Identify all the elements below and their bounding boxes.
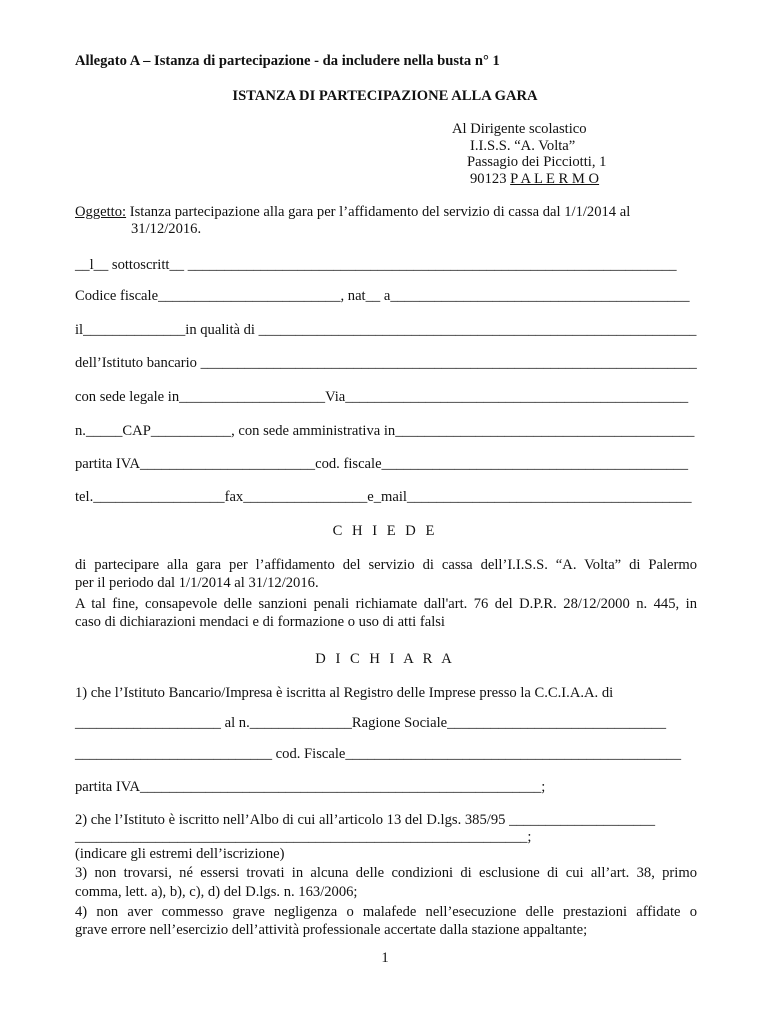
oggetto-line-1	[75, 204, 630, 221]
field-sottoscritto[interactable]: __l__ sottoscritt__ ___________________________________________________________________	[75, 257, 677, 273]
dichiara-item-3-line-1: 3) non trovarsi, né essersi trovati in alcuna delle condizioni di esclusione di cui all’art. 38, primo	[75, 865, 697, 881]
recipient-line-4	[470, 171, 599, 188]
oggetto-label: Oggetto:	[75, 204, 127, 220]
chiede-heading: C H I E D E	[332, 523, 438, 539]
field-cap-sede-amministrativa[interactable]: n._____CAP___________, con sede amministrativa in_________________________________________	[75, 423, 695, 439]
field-istituto-bancario[interactable]: dell’Istituto bancario ____________________________________________________________________	[75, 355, 697, 371]
dichiara-item-4-line-2: grave errore nell’esercizio dell’attività professionale accertate dalla stazione appaltante;	[75, 922, 588, 938]
chiede-paragraph-1-line-1: di partecipare alla gara per l’affidamento del servizio di cassa dell’I.I.S.S. “A. Volta” di Palermo	[75, 557, 697, 573]
oggetto-text: Istanza partecipazione alla gara per l’affidamento del servizio di cassa dal 1/1/2014 al	[126, 204, 631, 220]
chiede-paragraph-1-line-2: per il periodo dal 1/1/2014 al 31/12/2016.	[75, 575, 319, 591]
dichiara-item-4-line-1: 4) non aver commesso grave negligenza o malafede nell’esecuzione delle prestazioni affidate o	[75, 904, 697, 920]
field-contatti[interactable]: tel.__________________fax_________________e_mail_______________________________________	[75, 489, 692, 505]
field-albo-estremi[interactable]: ______________________________________________________________;	[75, 829, 532, 845]
dichiara-item-3-line-2: comma, lett. a), b), c), d) del D.lgs. n. 163/2006;	[75, 884, 358, 900]
field-cod-fiscale-impresa[interactable]: ___________________________ cod. Fiscale______________________________________________	[75, 746, 682, 762]
dichiara-item-2-note: (indicare gli estremi dell’iscrizione)	[75, 846, 285, 862]
allegato-heading: Allegato A – Istanza di partecipazione - da includere nella busta n° 1	[75, 53, 500, 69]
chiede-paragraph-2-line-1: A tal fine, consapevole delle sanzioni penali richiamate dall'art. 76 del D.P.R. 28/12/2000 n. 445, in	[75, 596, 697, 612]
dichiara-heading: D I C H I A R A	[315, 651, 455, 667]
field-partita-iva[interactable]: partita IVA________________________cod. fiscale__________________________________________	[75, 456, 689, 472]
recipient-line-1: Al Dirigente scolastico	[452, 121, 587, 137]
recipient-line-3: Passagio dei Picciotti, 1	[467, 154, 607, 170]
field-sede-legale[interactable]: con sede legale in____________________Via_______________________________________________	[75, 389, 689, 405]
field-partita-iva-impresa[interactable]: partita IVA_______________________________________________________;	[75, 779, 546, 795]
recipient-cap: 90123	[470, 171, 511, 187]
dichiara-item-2[interactable]: 2) che l’Istituto è iscritto nell’Albo di cui all’articolo 13 del D.lgs. 385/95 ____________________	[75, 812, 656, 828]
oggetto-line-2: 31/12/2016.	[131, 221, 202, 237]
recipient-line-2: I.I.S.S. “A. Volta”	[470, 138, 576, 154]
chiede-paragraph-2-line-2: caso di dichiarazioni mendaci e di formazione o uso di atti falsi	[75, 614, 445, 630]
dichiara-item-1: 1) che l’Istituto Bancario/Impresa è iscritta al Registro delle Imprese presso la C.C.I.A.A. di	[75, 685, 614, 701]
field-qualita[interactable]: il______________in qualità di ____________________________________________________________	[75, 322, 697, 338]
field-codice-fiscale[interactable]: Codice fiscale_________________________, nat__ a_________________________________________	[75, 288, 690, 304]
page-number: 1	[381, 950, 389, 966]
recipient-city: P A L E R M O	[510, 171, 600, 187]
document-title: ISTANZA DI PARTECIPAZIONE ALLA GARA	[232, 88, 538, 104]
field-registro-imprese[interactable]: ____________________ al n.______________Ragione Sociale______________________________	[75, 715, 667, 731]
